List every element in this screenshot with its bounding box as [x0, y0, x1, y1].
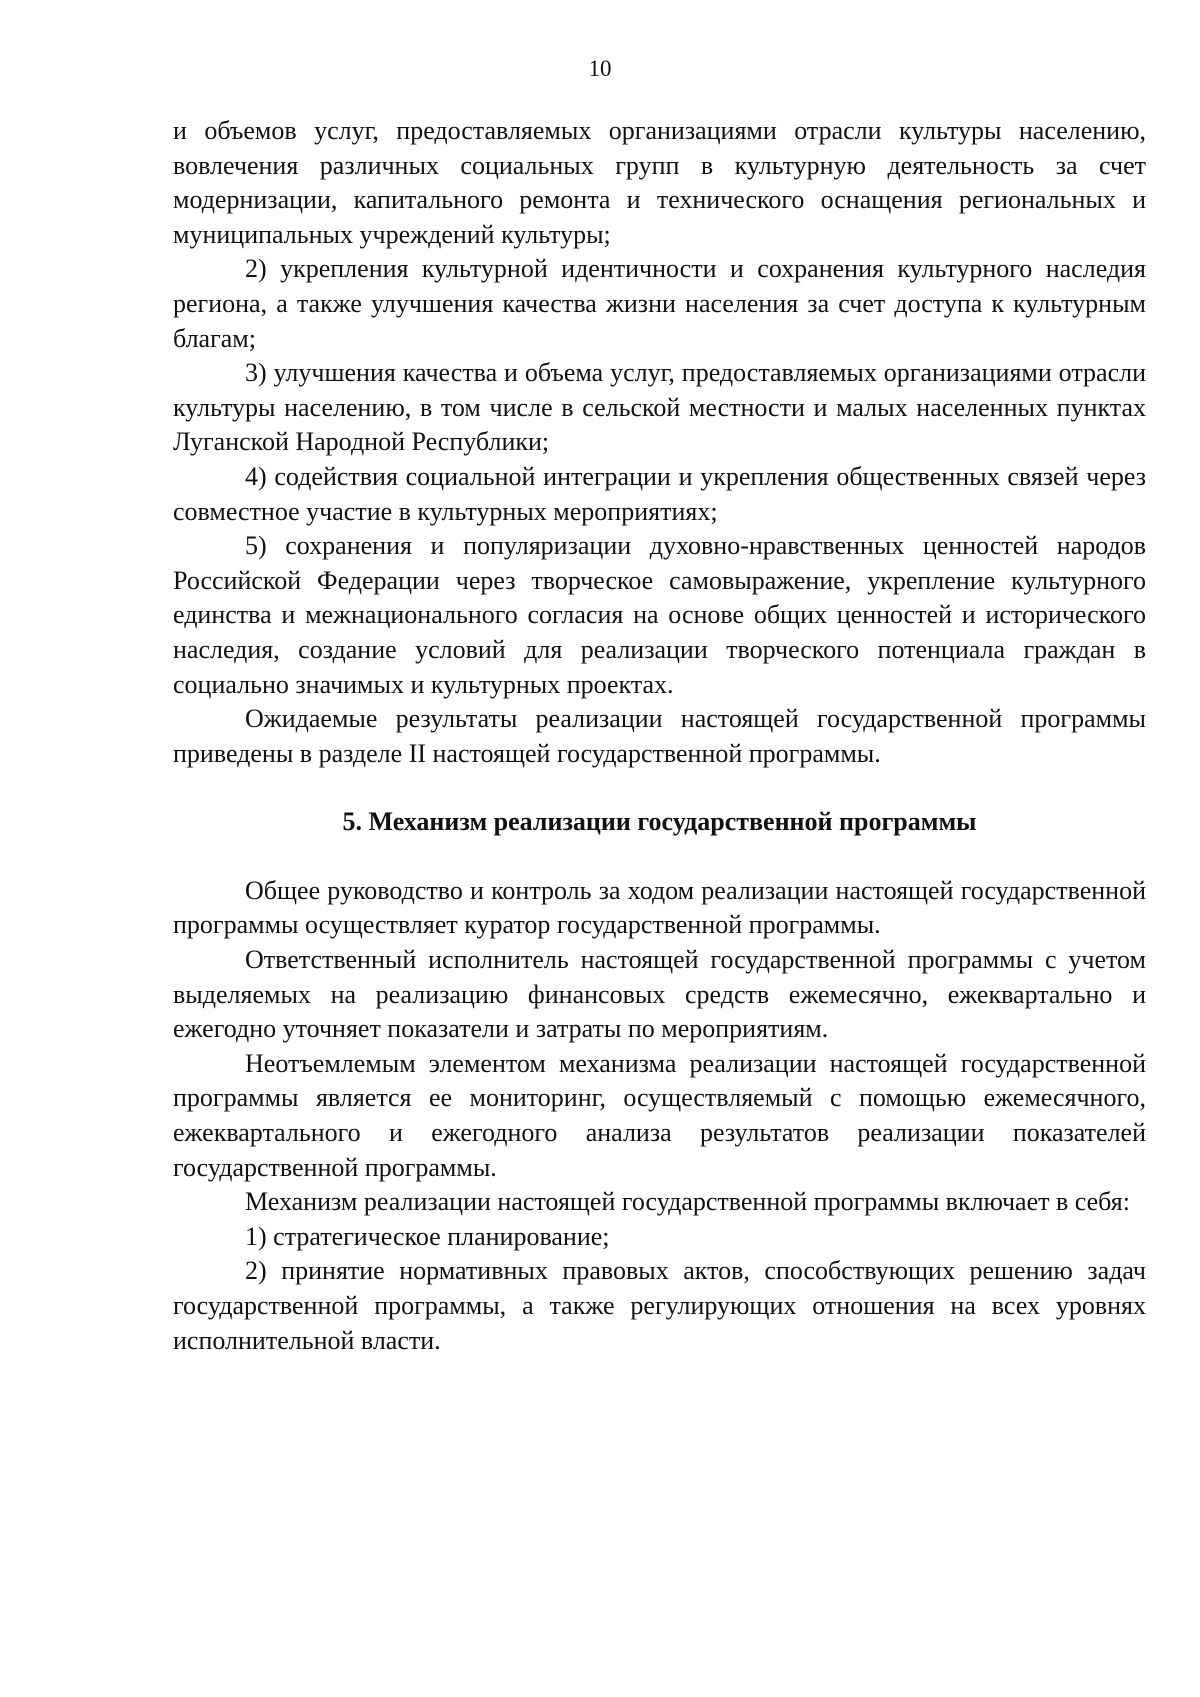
paragraph: 2) принятие нормативных правовых актов, способствующих решению задач государственной программы, а также регулирующих отношения на всех уровнях исполнительной власти. [173, 1256, 1146, 1355]
section-title: 5. Механизм реализации государственной программы [342, 807, 977, 837]
paragraph: 5) сохранения и популяризации духовно-нравственных ценностей народов Российской Федерации через творческое самовыражение, укрепление культурного единства и межнационального согласия на основе общих ценностей и исторического наследия, создание условий для реализации творческого потенциала граждан в социально значимых и культурных проектах. [173, 531, 1146, 699]
paragraph: Общее руководство и контроль за ходом реализации настоящей государственной программы осуществляет куратор государственной программы. [173, 875, 1146, 940]
paragraph: Ответственный исполнитель настоящей государственной программы с учетом выделяемых на реализацию финансовых средств ежемесячно, ежеквартально и ежегодно уточняет показатели и затраты по мероприятиям. [173, 945, 1146, 1044]
paragraph: и объемов услуг, предоставляемых организациями отрасли культуры населению, вовлечения различных социальных групп в культурную деятельность за счет модернизации, капитального ремонта и технического оснащения региональных и муниципальных учреждений культуры; [173, 116, 1146, 249]
paragraph: 2) укрепления культурной идентичности и сохранения культурного наследия региона, а также улучшения качества жизни населения за счет доступа к культурным благам; [173, 254, 1146, 353]
paragraph: 3) улучшения качества и объема услуг, предоставляемых организациями отрасли культуры населению, в том числе в сельской местности и малых населенных пунктах Луганской Народной Республики; [173, 358, 1146, 457]
document-body [173, 114, 1146, 1358]
paragraph: Механизм реализации настоящей государственной программы включает в себя: [245, 1187, 1130, 1217]
page-number: 10 [588, 56, 612, 81]
paragraph: 4) содействия социальной интеграции и укрепления общественных связей через совместное участие в культурных мероприятиях; [173, 461, 1146, 526]
paragraph: 1) стратегическое планирование; [245, 1221, 610, 1251]
paragraph: Ожидаемые результаты реализации настоящей государственной программы приведены в разделе II настоящей государственной программы. [173, 704, 1146, 768]
paragraph: Неотъемлемым элементом механизма реализации настоящей государственной программы является ее мониторинг, осуществляемый с помощью ежемесячного, ежеквартального и ежегодного анализа результатов реализации показателей государственной программы. [173, 1048, 1146, 1182]
